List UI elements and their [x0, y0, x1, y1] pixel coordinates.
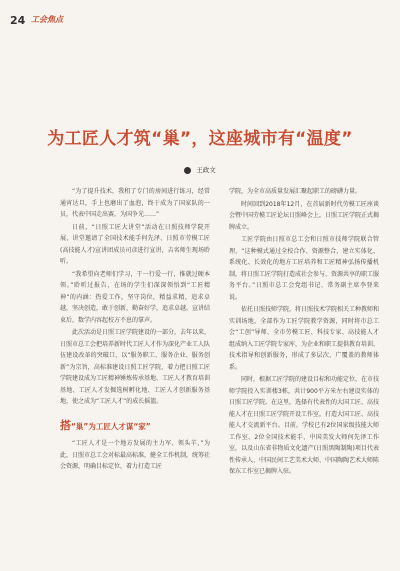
paragraph: 同时，根据工匠学院的建设目标和功能定位，在市技师学院投入实训楼3栋，共计900平方米左右建设实体的日照工匠学院。在这里，选择有代表性的大国工匠、高技能人才在日照工匠学院开设工作室，打造大国工匠、高技能人才交流新平台。目前，学校已有2位国家级技能大师工作室、2位全国技术能手、中国美发大师何先泽工作室，以及山东省非物质文化遗产(日照黑陶制陶)项目代表性传承人、中国民间工艺美术大师、中国陶陶艺术大师陈保东工作室已揭牌入驻。 — [229, 376, 380, 475]
paragraph: 此次活动是日照工匠学院建设的一部分，去年以来，日照市总工会把培养新时代工匠人才作为深化产业工人队伍建设改革的突破口，以“服务职工、服务企业、服务创新”为宗旨，高标准建设日照工匠学院，着力把日照工匠学院建设成为工匠精神锤炼传承基地、工匠人才教育培训基地、工匠人才发掘选树孵化地、工匠人才创新服务基地，使之成为“工匠人才”的成长摇篮。 — [60, 329, 211, 405]
paragraph: 时间回到2018年12月，在首届新时代劳模工匠座谈会暨中国劳模工匠论坛日照峰会上，日照工匠学院正式揭牌成立。 — [229, 200, 380, 231]
author-line — [0, 165, 400, 174]
paragraph: 工匠学院由日照市总工会和日照市技师学院联合管理，“这种模式通过全校合作、资源整合，建立实体化、系统化、长效化的地方工匠培养和工匠精神弘扬传播机制，将日照工匠学院打造成社会参与、资源共享的职工服务平台。”日照市总工会党组书记、常务副主席李登来说。 — [229, 236, 380, 301]
column-tag: 工会焦点 — [31, 15, 63, 24]
section-heading-big: 搭 — [60, 418, 71, 432]
paragraph: 依托日照技师学院，将日照技术学院相关工种教师和实训场地，全部作为工匠学院教学资源，同时将市总工会“工创”导师、全市劳模工匠、科技专家、高技能人才组成纳入工匠学院专家库，为企业和职工提供教育培训、技术指导和创新服务，形成了多层次、广覆盖的教师体系。 — [229, 306, 380, 371]
author-icon — [184, 167, 191, 174]
paragraph: “工匠人才是一个地方发展的主力军、领头羊，”为此，日照市总工会对标最高标准，健全工作机制，统筹社会资源，明确目标定位，着力打造工匠 — [60, 440, 211, 470]
paragraph: 日前，“日照工匠大讲堂”活动在日照技师学院开展，讲堂邀请了全国技术能手何先泽、日照市劳模工匠(高技能人才)宣讲团成员司彦进行宣讲，吉名师生现场聆听。 — [60, 223, 210, 265]
section-heading-text: “巢”为工匠人才谋“家” — [71, 421, 151, 431]
left-column — [60, 186, 210, 473]
paragraph: “我希望向老师们学习，干一行爱一行，推就过硬本领。”聆听过报告，在场的学生们深深领悟到“工匠精神”的内涵：热爱工作，坚守岗位，精益求精，追求卓越，坚决创造，敢于创新，勤奋好学，追求卓越。宣讲结束后，数学内容起校方不息的掌声。 — [60, 270, 211, 324]
section-heading — [60, 420, 210, 433]
right-column — [229, 186, 379, 478]
page-number: 24 — [10, 14, 26, 27]
paragraph: “为了提升技术，我租了专门的房间进行练习，经常通宵达旦，手上也磨出了血泡，终于成为了国家队的一员，代表中国走出赛，为国争光……” — [60, 188, 210, 218]
author-name: 王政文 — [196, 166, 216, 174]
paragraph: 学院，为全市高质量发展汇聚起职工的磅礴力量。 — [229, 188, 362, 195]
article-title: 为工匠人才筑“巢”，这座城市有“温度” — [47, 129, 353, 149]
